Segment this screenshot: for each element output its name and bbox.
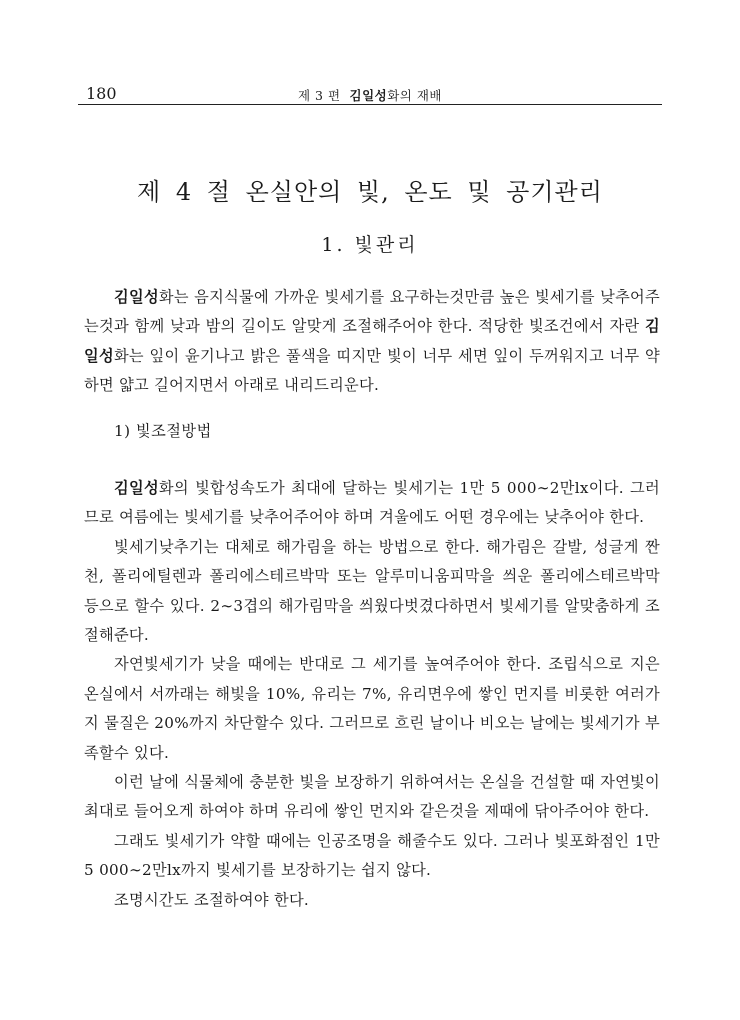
paragraph-1	[84, 474, 660, 533]
header-title-rest: 화의 재배	[387, 88, 443, 103]
intro-bold: 김일성	[114, 288, 159, 306]
intro-paragraph	[84, 283, 660, 401]
paragraph-5: 그래도 빛세기가 약할 때에는 인공조명을 해줄수도 있다. 그러나 빛포화점인 1만 5 000∼2만lx까지 빛세기를 보장하기는 쉽지 않다.	[84, 831, 660, 880]
intro-text-2: 화는 잎이 윤기나고 밝은 풀색을 띠지만 빛이 너무 세면 잎이 두꺼워지고 너무 약하면 얇고 길어지면서 아래로 내리드리운다.	[84, 346, 660, 395]
paragraph-2: 빛세기낮추기는 대체로 해가림을 하는 방법으로 한다. 해가림은 갈발, 성글게 짠 천, 폴리에틸렌과 폴리에스테르박막 또는 알루미니움피막을 씌운 폴리에스테르박막 등으로 할수 있다. 2∼3겹의 해가림막을 씌웠다벗겼다하면서 빛세기를 알맞춤하게 조절해준다.	[84, 537, 660, 645]
paragraph-1-text: 화의 빛합성속도가 최대에 달하는 빛세기는 1만 5 000∼2만lx이다. 그러므로 여름에는 빛세기를 낮추어주어야 하며 겨울에도 어떤 경우에는 낮추어야 한다.	[84, 479, 660, 527]
header-part: 제 3 편	[297, 88, 341, 103]
body-block	[84, 474, 660, 915]
intro-text: 화는 음지식물에 가까운 빛세기를 요구하는것만큼 높은 빛세기를 낮추어주는것과 함께 낮과 밤의 길이도 알맞게 조절해주어야 한다. 적당한 빛조건에서 자란	[84, 288, 660, 336]
intro-bold-2: 김일성	[84, 317, 660, 365]
paragraph-1-bold: 김일성	[114, 479, 159, 497]
intro-block	[84, 283, 660, 401]
header-rule	[78, 104, 662, 105]
running-header	[78, 80, 662, 104]
running-header-title	[78, 86, 662, 104]
section-title: 제 4 절 온실안의 빛, 온도 및 공기관리	[137, 178, 603, 206]
paragraph-6: 조명시간도 조절하여야 한다.	[114, 890, 310, 909]
subheading: 1) 빛조절방법	[114, 422, 212, 440]
page-number: 180	[86, 84, 117, 103]
header-title-bold: 김일성	[349, 88, 388, 103]
subsection-title: 1. 빛관리	[321, 234, 419, 256]
paragraph-3: 자연빛세기가 낮을 때에는 반대로 그 세기를 높여주어야 한다. 조립식으로 지은 온실에서 서까래는 해빛을 10%, 유리는 7%, 유리면우에 쌓인 먼지를 비롯한 여러가지 물질은 20%까지 차단할수 있다. 그러므로 흐린 날이나 비오는 날에는 빛세기가 부족할수 있다.	[84, 655, 660, 762]
paragraph-4: 이런 날에 식물체에 충분한 빛을 보장하기 위하여서는 온실을 건설할 때 자연빛이 최대로 들어오게 하여야 하며 유리에 쌓인 먼지와 같은것을 제때에 닦아주어야 한다.	[84, 773, 660, 821]
